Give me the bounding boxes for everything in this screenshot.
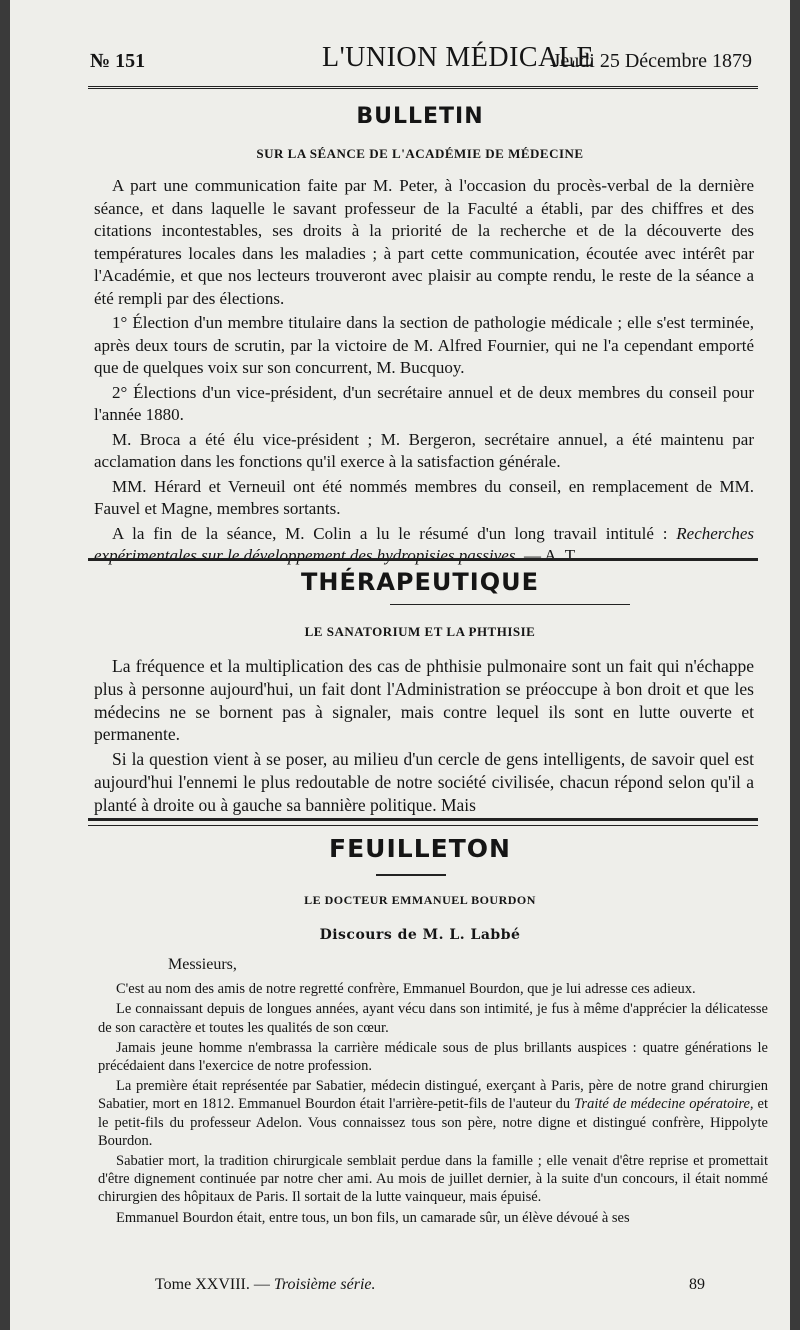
header-rule — [88, 86, 758, 89]
title-underline — [390, 604, 630, 605]
therapeutique-paragraph: La fréquence et la multiplication des cas de phthisie pulmonaire sont un fait qui n'échappe plus à personne aujourd'hui, un fait dont l'Administration se préoccupe à bon droit et que les médecins ne se bornent pas à signaler, mais contre lequel ils sont en lutte ouverte et permanente. — [94, 656, 754, 745]
bulletin-paragraph: 1° Élection d'un membre titulaire dans la section de pathologie médicale ; elle s'est terminée, après deux tours de scrutin, par la victoire de M. Alfred Fournier, qui ne l'a cependant emporté que de quelques voix sur son concurrent, M. Bucquoy. — [94, 313, 754, 377]
therapeutique-paragraph: Si la question vient à se poser, au milieu d'un cercle de gens intelligents, de savoir quel est aujourd'hui l'ennemi le plus redoutable de notre société civilisée, chacun répond selon qu'il a planté à droite ou à gauche sa bannière politique. Mais — [94, 749, 754, 815]
bulletin-title: BULLETIN — [356, 104, 484, 129]
feuilleton-paragraph: Jamais jeune homme n'embrassa la carrière médicale sous de plus brillants auspices : quatre générations le précédaient dans l'exercice de notre profession. — [98, 1039, 768, 1075]
bulletin-body — [94, 175, 754, 568]
bulletin-paragraph-last: A la fin de la séance, M. Colin a lu le résumé d'un long travail intitulé : Recherches expérimentales sur le développement des hydropisies passives. — A. T. — [94, 523, 754, 565]
salutation: Messieurs, — [168, 956, 237, 973]
page-number: 89 — [689, 1276, 705, 1293]
bulletin-paragraph: MM. Hérard et Verneuil ont été nommés membres du conseil, en remplacement de MM. Fauvel et Magne, membres sortants. — [94, 476, 754, 518]
issue-date: Jeudi 25 Décembre 1879 — [552, 50, 752, 72]
masthead — [90, 42, 752, 78]
bulletin-paragraph: 2° Élections d'un vice-président, d'un secrétaire annuel et de deux membres du conseil pour l'année 1880. — [94, 382, 754, 424]
therapeutique-title: THÉRAPEUTIQUE — [301, 568, 539, 596]
feuilleton-rule-thin — [88, 825, 758, 826]
therapeutique-subtitle: LE SANATORIUM ET LA PHTHISIE — [304, 624, 536, 639]
journal-page — [10, 0, 790, 1330]
bulletin-subtitle: SUR LA SÉANCE DE L'ACADÉMIE DE MÉDECINE — [256, 146, 584, 161]
treatise-title: Traité de médecine opératoire, — [574, 1096, 754, 1113]
feuilleton-rule — [88, 818, 758, 821]
journal-title: L'UNION MÉDICALE — [322, 42, 595, 73]
bulletin-paragraph: A part une communication faite par M. Peter, à l'occasion du procès-verbal de la dernière séance, et dans laquelle le savant professeur de la Faculté a établi, par des chiffres et des citations incontestables, ses droits à la priorité de la recherche et de la découverte des températures locales dans les maladies ; à part cette communication, écoutée avec intérêt par l'Académie, et que nos lecteurs trouveront avec plaisir au compte rendu, le reste de la séance a été rempli par des élections. — [94, 176, 754, 308]
volume-label: Tome XXVIII. — Troisième série. — [155, 1276, 376, 1293]
feuilleton-title: FEUILLETON — [329, 834, 511, 863]
issue-number: № 151 — [90, 50, 146, 72]
bulletin-paragraph: M. Broca a été élu vice-président ; M. Bergeron, secrétaire annuel, a été maintenu par acclamation dans les fonctions qu'il exerce à la satisfaction générale. — [94, 429, 754, 471]
memoir-title: Recherches expérimentales sur le développement des hydropisies passives. — [94, 523, 754, 565]
feuilleton-paragraph: Le connaissant depuis de longues années, ayant vécu dans son intimité, je fus à même d'apprécier la délicatesse de son caractère et toutes les qualités de son cœur. — [98, 1001, 768, 1036]
feuilleton-subtitle: LE DOCTEUR EMMANUEL BOURDON — [304, 893, 536, 907]
feuilleton-body — [98, 956, 768, 1229]
speech-byline: Discours de M. L. Labbé — [319, 927, 521, 943]
therapeutique-body — [94, 655, 754, 817]
feuilleton-paragraph: La première était représentée par Sabatier, médecin distingué, exerçant à Paris, père de notre grand chirurgien Sabatier, mort en 1812. Emmanuel Bourdon était l'arrière-petit-fils de l'auteur du Traité de médecine opératoire, et le petit-fils du professeur Adelon. Vous connaissez tous son père, notre digne et distingué confrère, Hippolyte Bourdon. — [98, 1078, 768, 1149]
feuilleton-paragraph: Emmanuel Bourdon était, entre tous, un bon fils, un camarade sûr, un élève dévoué à ses — [116, 1209, 630, 1226]
feuilleton-paragraph: Sabatier mort, la tradition chirurgicale semblait perdue dans la famille ; elle venait d'être reprise et promettait d'être dignement continuée par notre cher ami. Au mois de juillet dernier, à la suite d'un concours, il était nommé chirurgien des hôpitaux de Paris. Il sortait de la lutte vainqueur, mais épuisé. — [98, 1153, 768, 1206]
section-rule — [88, 558, 758, 561]
feuilleton-paragraph: C'est au nom des amis de notre regretté confrère, Emmanuel Bourdon, que je lui adresse ces adieux. — [116, 981, 696, 998]
title-ornament — [376, 874, 446, 876]
